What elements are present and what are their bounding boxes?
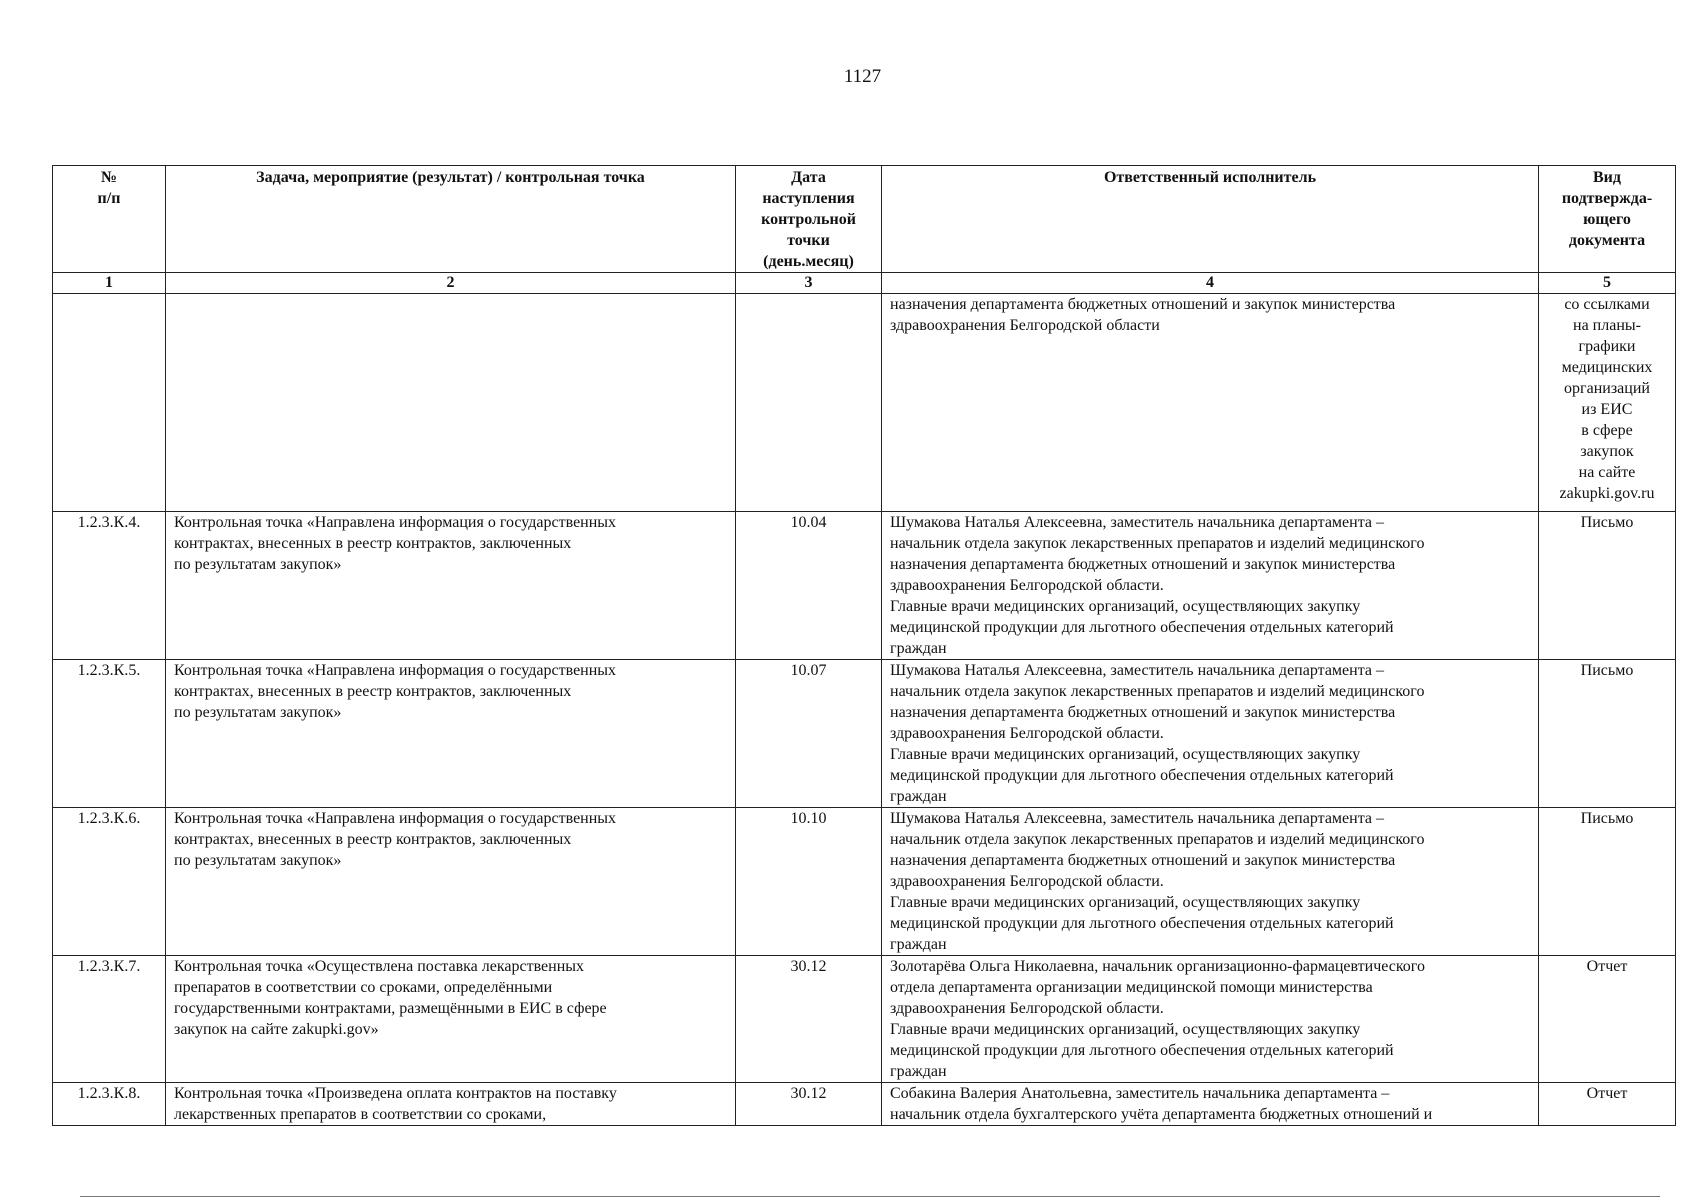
row-task: Контрольная точка «Направлена информация о государственных контрактах, внесенных в реестр контрактов, заключенных по результатам закупок» xyxy=(166,660,736,808)
row-task: Контрольная точка «Произведена оплата контрактов на поставку лекарственных препаратов в соответствии со сроками, xyxy=(166,1083,736,1126)
row-task: Контрольная точка «Направлена информация о государственных контрактах, внесенных в реестр контрактов, заключенных по результатам закупок» xyxy=(166,512,736,660)
page-number: 1127 xyxy=(843,66,882,87)
scan-edge-line xyxy=(80,1196,1660,1197)
table-row xyxy=(53,512,1676,660)
row-responsible: Золотарёва Ольга Николаевна, начальник организационно-фармацевтического отдела департамента организации медицинской помощи министерства здравоохранения Белгородской области. Главные врачи медицинских организаций, осуществляющих закупку медицинской продукции для льготного обеспечения отдельных категорий граждан xyxy=(882,956,1539,1083)
row-document: Письмо xyxy=(1539,512,1676,660)
row-responsible: Шумакова Наталья Алексеевна, заместитель начальника департамента – начальник отдела закупок лекарственных препаратов и изделий медицинского назначения департамента бюджетных отношений и закупок министерства здравоохранения Белгородской области. Главные врачи медицинских организаций, осуществляющих закупку медицинской продукции для льготного обеспечения отдельных категорий граждан xyxy=(882,660,1539,808)
table-row xyxy=(53,660,1676,808)
row-responsible: Шумакова Наталья Алексеевна, заместитель начальника департамента – начальник отдела закупок лекарственных препаратов и изделий медицинского назначения департамента бюджетных отношений и закупок министерства здравоохранения Белгородской области. Главные врачи медицинских организаций, осуществляющих закупку медицинской продукции для льготного обеспечения отдельных категорий граждан xyxy=(882,808,1539,956)
column-number: 5 xyxy=(1539,273,1676,294)
row-document: Отчет xyxy=(1539,1083,1676,1126)
row-task: Контрольная точка «Направлена информация о государственных контрактах, внесенных в реестр контрактов, заключенных по результатам закупок» xyxy=(166,808,736,956)
row-responsible: Шумакова Наталья Алексеевна, заместитель начальника департамента – начальник отдела закупок лекарственных препаратов и изделий медицинского назначения департамента бюджетных отношений и закупок министерства здравоохранения Белгородской области. Главные врачи медицинских организаций, осуществляющих закупку медицинской продукции для льготного обеспечения отдельных категорий граждан xyxy=(882,512,1539,660)
header-responsible: Ответственный исполнитель xyxy=(882,166,1539,273)
row-date xyxy=(736,294,882,512)
table-row xyxy=(53,808,1676,956)
header-number: № п/п xyxy=(53,166,166,273)
table-row xyxy=(53,956,1676,1083)
row-document: Отчет xyxy=(1539,956,1676,1083)
table-row xyxy=(53,294,1676,512)
row-date: 10.07 xyxy=(736,660,882,808)
row-number: 1.2.3.К.8. xyxy=(53,1083,166,1126)
row-number: 1.2.3.К.7. xyxy=(53,956,166,1083)
table-row xyxy=(53,1083,1676,1126)
row-document: Письмо xyxy=(1539,660,1676,808)
column-number-row xyxy=(53,273,1676,294)
control-points-table xyxy=(52,165,1676,1126)
row-responsible: Собакина Валерия Анатольевна, заместитель начальника департамента – начальник отдела бухгалтерского учёта департамента бюджетных отношений и xyxy=(882,1083,1539,1126)
row-number: 1.2.3.К.6. xyxy=(53,808,166,956)
row-number xyxy=(53,294,166,512)
row-document: Письмо xyxy=(1539,808,1676,956)
header-document: Вид подтвержда- ющего документа xyxy=(1539,166,1676,273)
row-date: 30.12 xyxy=(736,956,882,1083)
column-number: 1 xyxy=(53,273,166,294)
header-date: Дата наступления контрольной точки (день.месяц) xyxy=(736,166,882,273)
row-date: 10.04 xyxy=(736,512,882,660)
header-task: Задача, мероприятие (результат) / контрольная точка xyxy=(166,166,736,273)
row-document: со ссылками на планы- графики медицинских организаций из ЕИС в сфере закупок на сайте zakupki.gov.ru xyxy=(1539,294,1676,512)
row-task xyxy=(166,294,736,512)
row-date: 30.12 xyxy=(736,1083,882,1126)
row-task: Контрольная точка «Осуществлена поставка лекарственных препаратов в соответствии со сроками, определёнными государственными контрактами, размещёнными в ЕИС в сфере закупок на сайте zakupki.gov» xyxy=(166,956,736,1083)
column-number: 2 xyxy=(166,273,736,294)
column-number: 4 xyxy=(882,273,1539,294)
header-row xyxy=(53,166,1676,273)
row-date: 10.10 xyxy=(736,808,882,956)
row-number: 1.2.3.К.4. xyxy=(53,512,166,660)
row-number: 1.2.3.К.5. xyxy=(53,660,166,808)
column-number: 3 xyxy=(736,273,882,294)
row-responsible: назначения департамента бюджетных отношений и закупок министерства здравоохранения Белгородской области xyxy=(882,294,1539,512)
